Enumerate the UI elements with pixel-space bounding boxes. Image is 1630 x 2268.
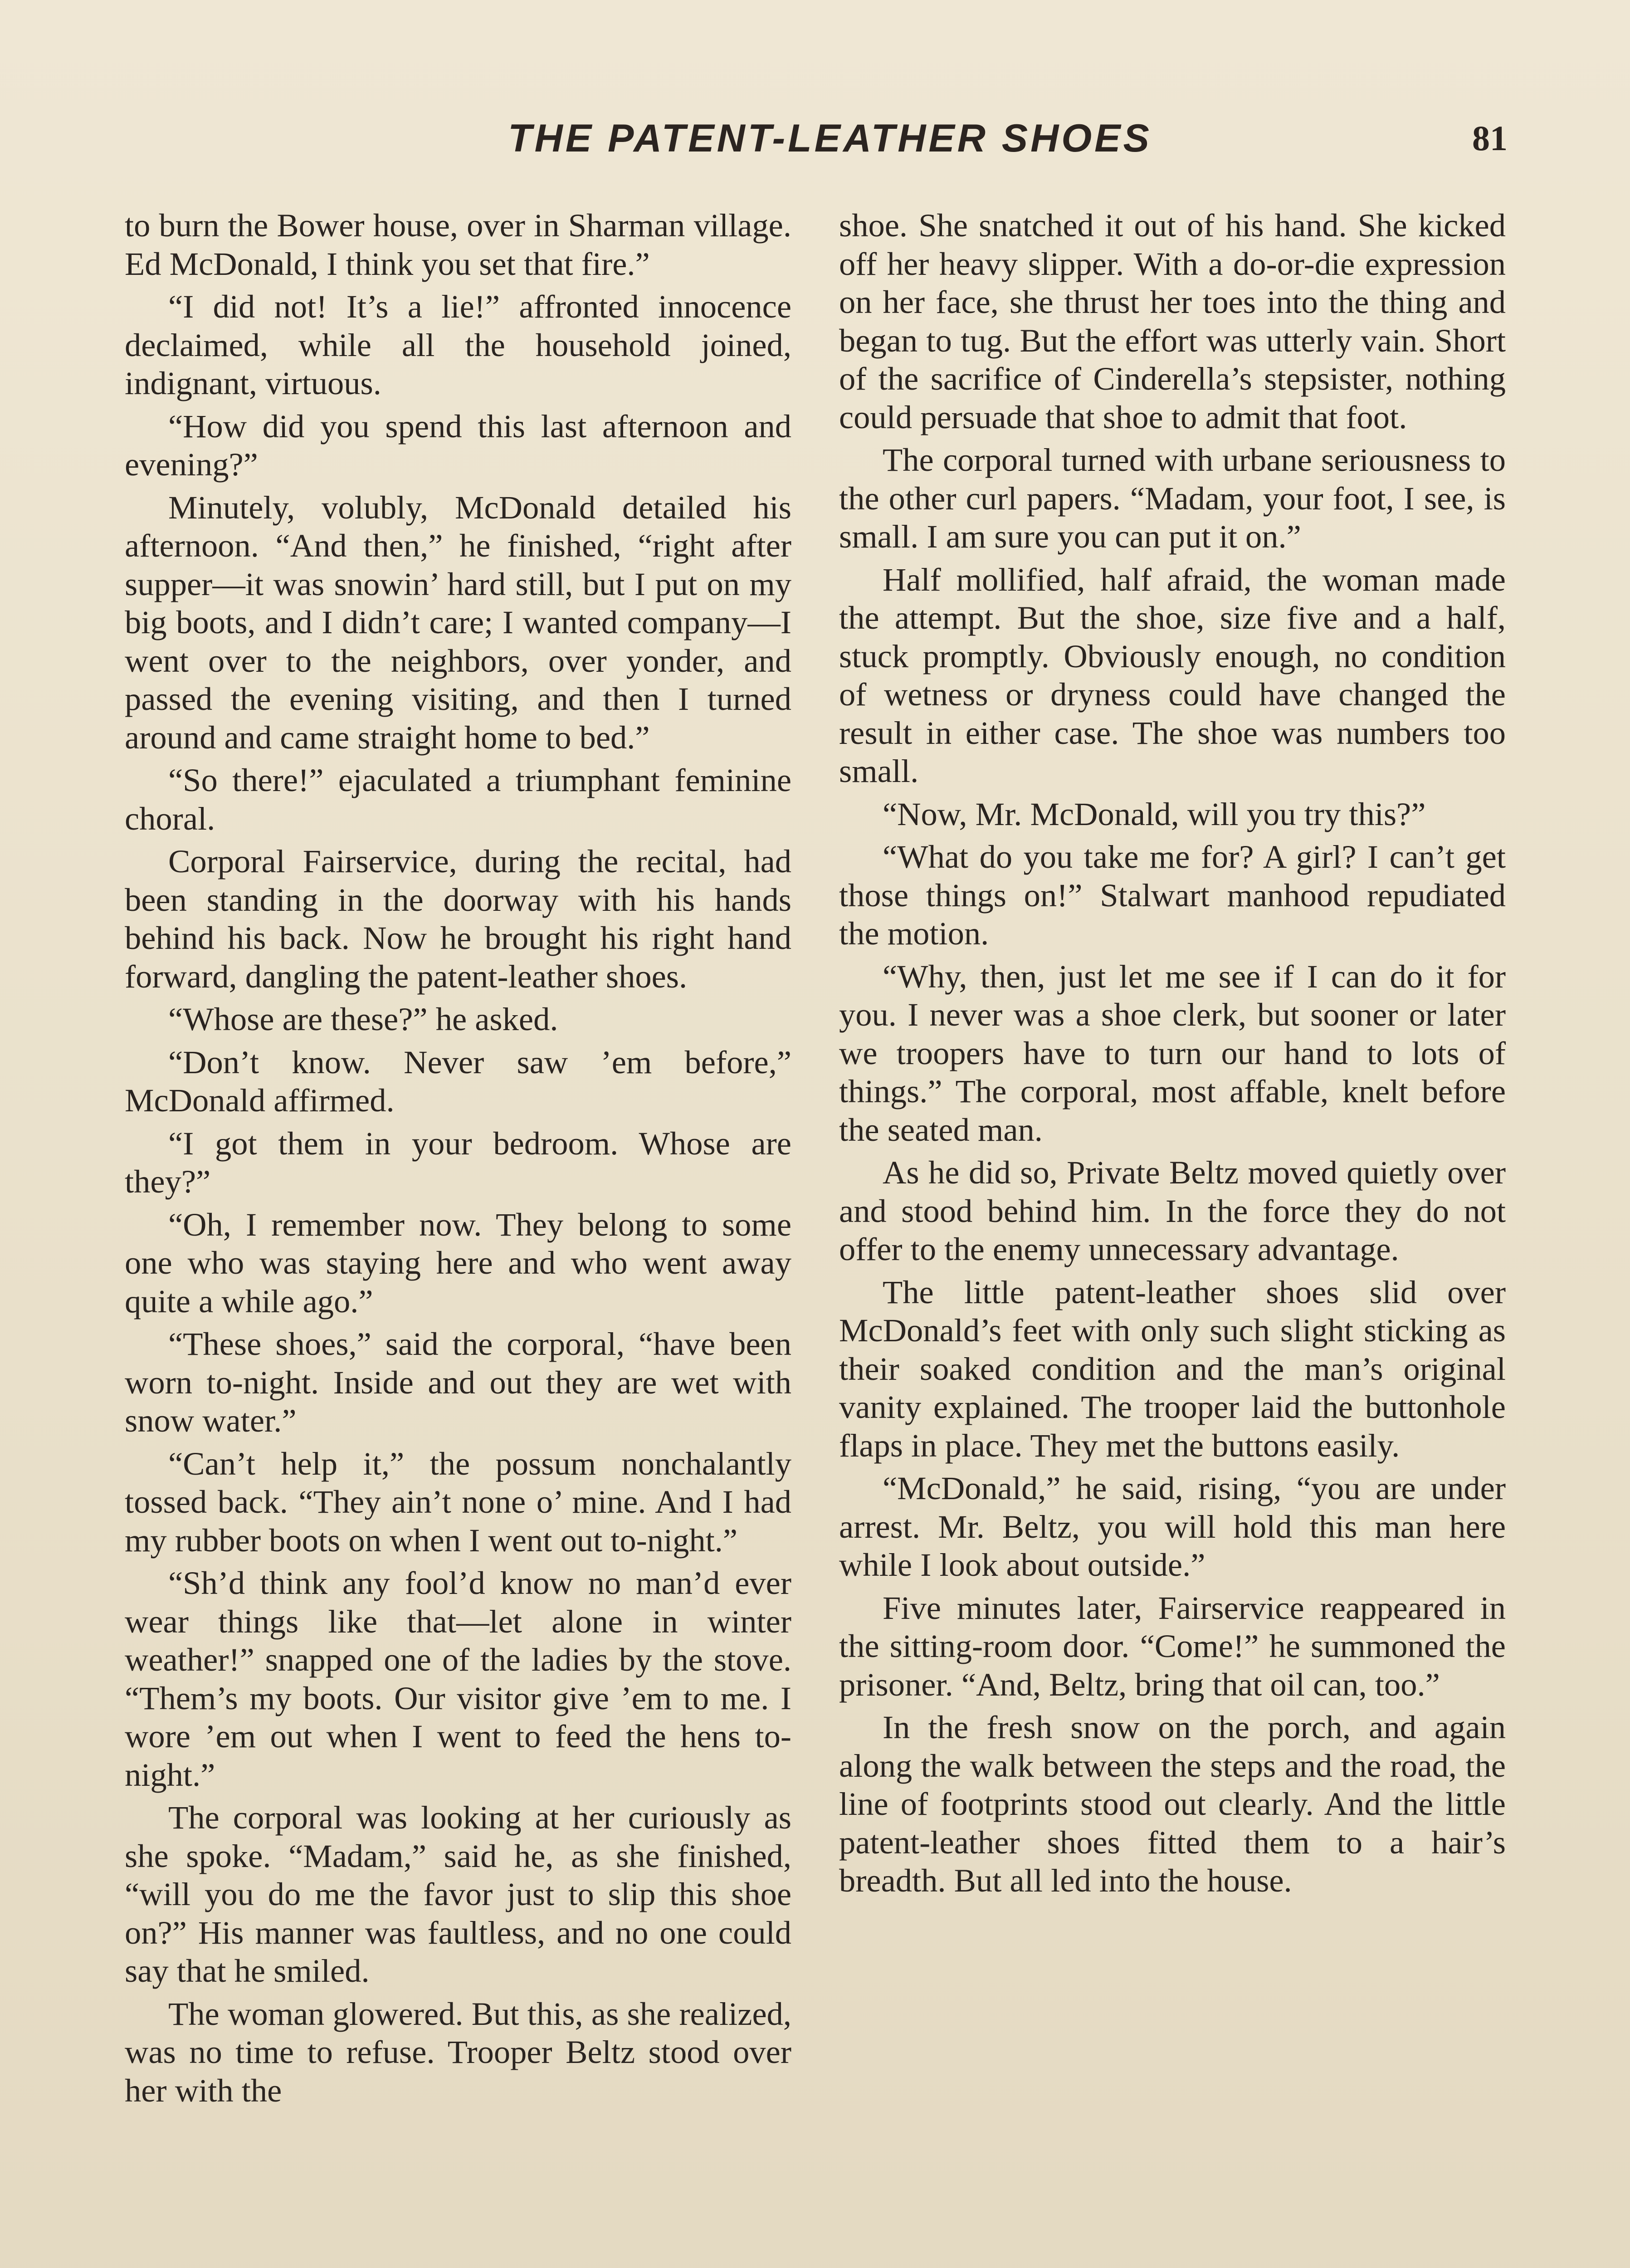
paragraph: “Oh, I remember now. They belong to some one who was staying here and who went away quite a while ago.”: [125, 1206, 791, 1320]
paragraph: “Why, then, just let me see if I can do it for you. I never was a shoe clerk, but sooner or later we troopers have to turn our hand to lots of things.” The corporal, most affable, knelt before the seated man.: [839, 958, 1506, 1148]
paragraph: “Don’t know. Never saw ’em before,” McDonald affirmed.: [125, 1043, 791, 1119]
paragraph: In the fresh snow on the porch, and again along the walk between the steps and the road, the line of footprints stood out clearly. And the little patent-leather shoes fitted them to a hair’s breadth. But all led into the house.: [839, 1709, 1506, 1899]
paragraph: As he did so, Private Beltz moved quietly over and stood behind him. In the force they do not offer to the enemy unnecessary advantage.: [839, 1154, 1506, 1267]
paragraph: The little patent-leather shoes slid over McDonald’s feet with only such slight sticking as their soaked condition and the man’s original vanity explained. The trooper laid the buttonhole flaps in place. They met the buttons easily.: [839, 1273, 1506, 1464]
page-number: 81: [1472, 118, 1508, 158]
left-text-column: [125, 206, 791, 2193]
paragraph: Minutely, volubly, McDonald detailed his afternoon. “And then,” he finished, “right after supper—it was snowin’ hard still, but I put on my big boots, and I didn’t care; I wanted company—I went over to the neighbors, over yonder, and passed the evening visiting, and then I turned around and came straight home to bed.”: [125, 489, 791, 756]
paragraph: “I got them in your bedroom. Whose are they?”: [125, 1124, 791, 1200]
paragraph: “McDonald,” he said, rising, “you are under arrest. Mr. Beltz, you will hold this man here while I look about outside.”: [839, 1470, 1506, 1583]
paragraph: “How did you spend this last afternoon and evening?”: [125, 407, 791, 483]
running-title: THE PATENT-LEATHER SHOES: [508, 117, 1152, 160]
paragraph: Five minutes later, Fairservice reappeared in the sitting-room door. “Come!” he summoned the prisoner. “And, Beltz, bring that oil can, too.”: [839, 1589, 1506, 1703]
page-header: [0, 113, 1630, 163]
paragraph: Corporal Fairservice, during the recital, had been standing in the doorway with his hands behind his back. Now he brought his right hand forward, dangling the patent-leather shoes.: [125, 843, 791, 995]
paragraph: The woman glowered. But this, as she realized, was no time to refuse. Trooper Beltz stood over her with the: [125, 1995, 791, 2109]
paragraph: The corporal turned with urbane seriousness to the other curl papers. “Madam, your foot, I see, is small. I am sure you can put it on.”: [839, 441, 1506, 555]
paragraph: “Can’t help it,” the possum nonchalantly tossed back. “They ain’t none o’ mine. And I had my rubber boots on when I went out to-night.”: [125, 1445, 791, 1559]
paragraph: The corporal was looking at her curiously as she spoke. “Madam,” said he, as she finished, “will you do me the favor just to slip this shoe on?” His manner was faultless, and no one could say that he smiled.: [125, 1799, 791, 1989]
paragraph: “I did not! It’s a lie!” affronted innocence declaimed, while all the household joined, indignant, virtuous.: [125, 288, 791, 401]
right-text-column: [839, 206, 1506, 2193]
paragraph: “These shoes,” said the corporal, “have been worn to-night. Inside and out they are wet with snow water.”: [125, 1325, 791, 1439]
paragraph: to burn the Bower house, over in Sharman village. Ed McDonald, I think you set that fire.”: [125, 207, 791, 282]
paragraph: “What do you take me for? A girl? I can’t get those things on!” Stalwart manhood repudiated the motion.: [839, 838, 1506, 952]
paragraph: “Now, Mr. McDonald, will you try this?”: [883, 795, 1426, 832]
paragraph: “Sh’d think any fool’d know no man’d ever wear things like that—let alone in winter weather!” snapped one of the ladies by the stove. “Them’s my boots. Our visitor give ’em to me. I wore ’em out when I went to feed the hens to-night.”: [125, 1564, 791, 1793]
paragraph: shoe. She snatched it out of his hand. She kicked off her heavy slipper. With a do-or-die expression on her face, she thrust her toes into the thing and began to tug. But the effort was utterly vain. Short of the sacrifice of Cinderella’s stepsister, nothing could persuade that shoe to admit that foot.: [839, 207, 1506, 435]
paragraph: Half mollified, half afraid, the woman made the attempt. But the shoe, size five and a half, stuck promptly. Obviously enough, no condition of wetness or dryness could have changed the result in either case. The shoe was numbers too small.: [839, 561, 1506, 789]
paragraph: “So there!” ejaculated a triumphant feminine choral.: [125, 762, 791, 837]
paragraph: “Whose are these?” he asked.: [168, 1001, 558, 1037]
